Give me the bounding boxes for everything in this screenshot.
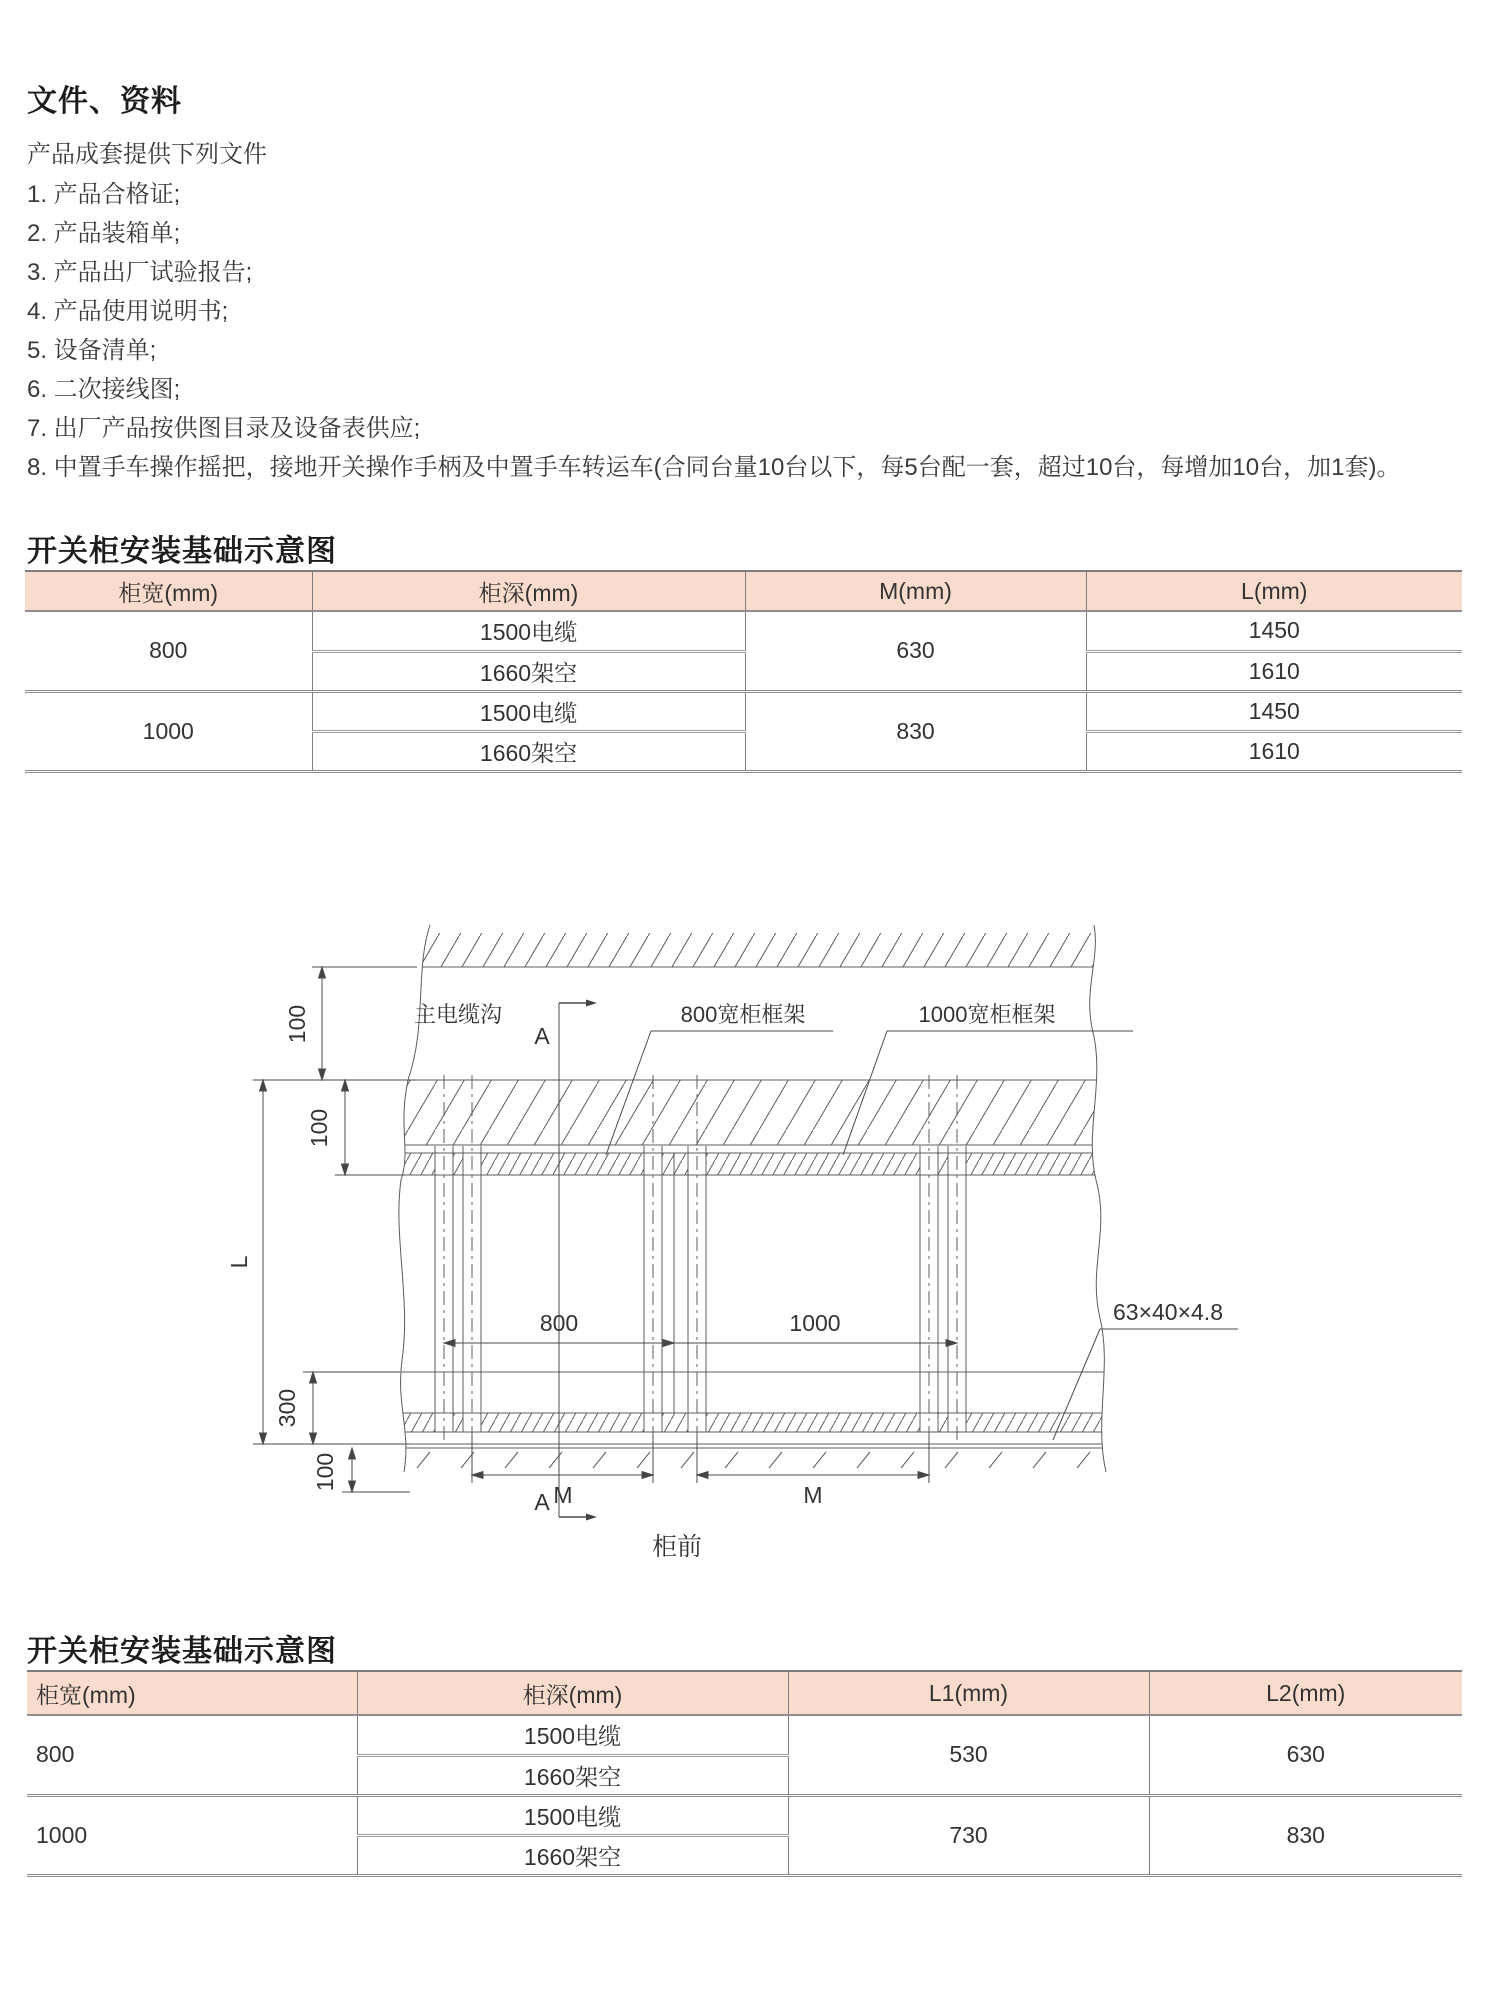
dim-100-top-value: 100 — [284, 1004, 310, 1044]
dim-l-value: L — [226, 1255, 252, 1269]
doc-item: 7. 出厂产品按供图目录及设备表供应; — [27, 415, 421, 442]
col-header-l1: L1(mm) — [788, 1671, 1149, 1715]
page-title: 文件、资料 — [27, 85, 182, 118]
table-row — [25, 691, 1462, 731]
section1-heading: 开关柜安装基础示意图 — [27, 535, 337, 568]
cell-l1: 730 — [788, 1795, 1149, 1875]
diagram-caption: 柜前 — [651, 1533, 703, 1561]
doc-item: 6. 二次接线图; — [27, 376, 181, 403]
svg-text:1000宽柜框架: 1000宽柜框架 — [918, 1002, 1056, 1027]
section-marker-a — [534, 1000, 597, 1521]
dim-m-right-value: M — [803, 1482, 823, 1508]
cell-depth: 1660架空 — [357, 1835, 788, 1875]
cell-l: 1610 — [1086, 731, 1462, 771]
frame-rails — [435, 1146, 966, 1432]
section-label-top: A — [534, 1023, 550, 1049]
trench-wall-hatch — [365, 1080, 1125, 1145]
svg-text:800宽柜框架: 800宽柜框架 — [680, 1002, 806, 1027]
cell-m: 830 — [745, 691, 1086, 771]
col-header-width: 柜宽(mm) — [27, 1671, 357, 1715]
cell-l: 1450 — [1086, 691, 1462, 731]
col-header-m: M(mm) — [745, 571, 1086, 611]
col-header-l: L(mm) — [1086, 571, 1462, 611]
doc-item: 1. 产品合格证; — [27, 181, 181, 208]
section2-heading: 开关柜安装基础示意图 — [27, 1635, 337, 1668]
cell-depth: 1660架空 — [312, 731, 745, 771]
cell-m: 630 — [745, 611, 1086, 691]
dim-m-left-value: M — [553, 1482, 573, 1508]
doc-intro: 产品成套提供下列文件 — [27, 141, 267, 168]
col-header-depth: 柜深(mm) — [357, 1671, 788, 1715]
dim-100-bottom-value: 100 — [312, 1452, 338, 1492]
section-label-bottom: A — [534, 1489, 550, 1515]
svg-text:63×40×4.8: 63×40×4.8 — [1112, 1299, 1224, 1325]
cell-depth: 1500电缆 — [357, 1715, 788, 1755]
dim-100-top — [253, 967, 417, 1080]
dim-300-value: 300 — [274, 1388, 300, 1428]
col-header-width: 柜宽(mm) — [25, 571, 312, 611]
cell-l: 1450 — [1086, 611, 1462, 651]
doc-item: 8. 中置手车操作摇把，接地开关操作手柄及中置手车转运车(合同台量10台以下，每5台配一套，超过10台，每增加10台，加1套)。 — [27, 454, 1401, 481]
doc-item: 4. 产品使用说明书; — [27, 298, 229, 325]
col-header-depth: 柜深(mm) — [312, 571, 745, 611]
installation-foundation-diagram — [165, 900, 1365, 1600]
table-row — [27, 1715, 1462, 1755]
right-break-line — [1090, 925, 1106, 1472]
dim-1000 — [674, 1340, 957, 1347]
top-ground-hatch — [365, 933, 1125, 967]
cell-l1: 530 — [788, 1715, 1149, 1795]
table-foundation-l1-l2 — [27, 1670, 1462, 1877]
ground-ticks — [417, 1452, 1090, 1468]
cell-width: 800 — [36, 1741, 75, 1768]
table-header-row — [27, 1671, 1462, 1715]
cell-depth: 1500电缆 — [312, 691, 745, 731]
dim-1000-value: 1000 — [789, 1310, 841, 1336]
cell-l: 1610 — [1086, 651, 1462, 691]
doc-item: 2. 产品装箱单; — [27, 220, 181, 247]
dim-m-left — [472, 1436, 653, 1483]
cell-width: 1000 — [25, 691, 312, 771]
table-row — [27, 1795, 1462, 1835]
dim-300 — [303, 1372, 400, 1444]
cell-width: 800 — [149, 637, 188, 664]
cell-depth: 1660架空 — [312, 651, 745, 691]
table-foundation-m-l — [25, 570, 1462, 773]
dim-100-mid-value: 100 — [306, 1108, 332, 1148]
cell-depth: 1660架空 — [357, 1755, 788, 1795]
dim-100-mid — [335, 1080, 405, 1175]
col-header-l2: L2(mm) — [1149, 1671, 1462, 1715]
cell-l2: 830 — [1149, 1795, 1462, 1875]
dim-800-value: 800 — [539, 1310, 579, 1336]
table-row — [25, 611, 1462, 651]
dim-100-bottom — [342, 1448, 410, 1492]
cell-l2: 630 — [1149, 1715, 1462, 1795]
cell-width: 1000 — [27, 1795, 357, 1875]
cell-depth: 1500电缆 — [312, 611, 745, 651]
doc-item: 3. 产品出厂试验报告; — [27, 259, 253, 286]
doc-item: 5. 设备清单; — [27, 337, 157, 364]
cell-depth: 1500电缆 — [357, 1795, 788, 1835]
table-header-row — [25, 571, 1462, 611]
cable-trench-label: 主电缆沟 — [413, 1002, 503, 1027]
